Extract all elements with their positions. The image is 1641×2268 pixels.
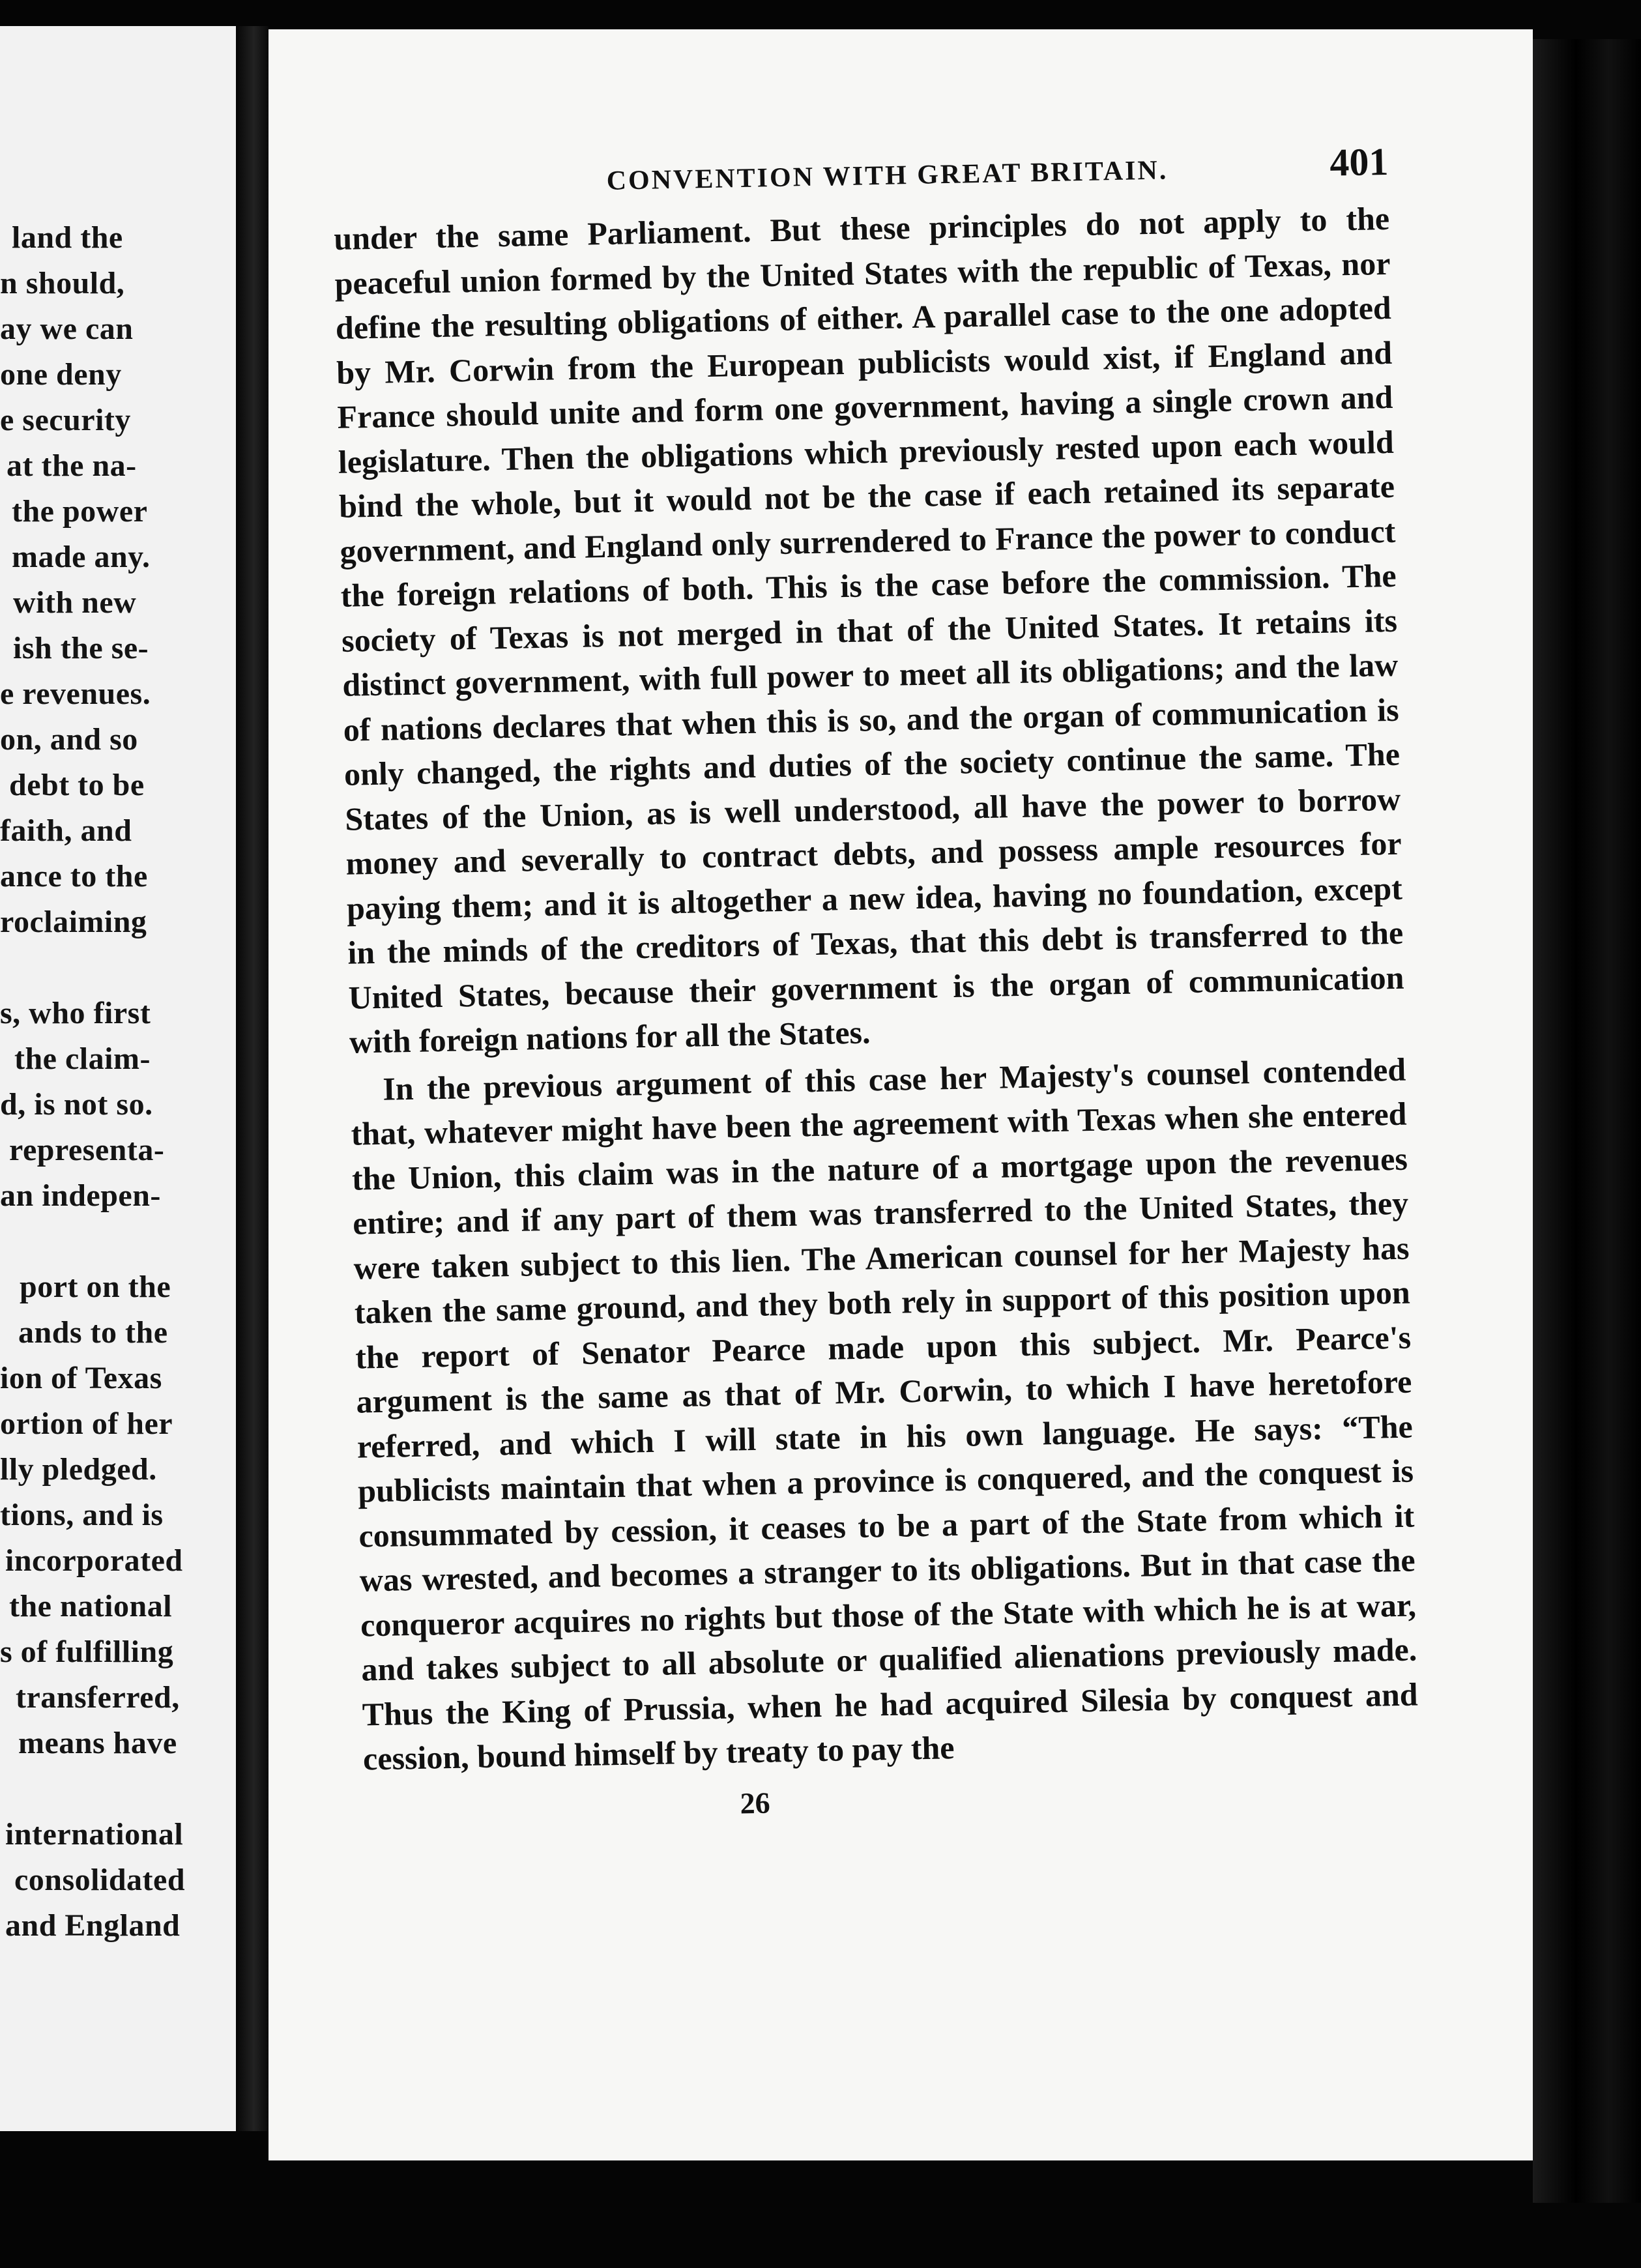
left-page-line bbox=[0, 1219, 185, 1264]
left-page-line bbox=[0, 1766, 185, 1812]
running-head bbox=[332, 139, 1389, 205]
left-page-line: n should, bbox=[0, 266, 125, 300]
right-page bbox=[269, 29, 1533, 2160]
book-gutter bbox=[236, 26, 269, 2131]
left-page-line: ortion of her bbox=[0, 1406, 173, 1441]
left-page-line: port on the bbox=[20, 1270, 171, 1304]
left-page-line: ion of Texas bbox=[0, 1361, 162, 1395]
left-page-line: faith, and bbox=[0, 813, 132, 848]
left-page-line: ands to the bbox=[18, 1315, 168, 1350]
paragraph: In the previous argument of this case her Majesty's counsel contended that, whatever might have been the agreement with Texas when she entered the Union, this claim was in the nature of a mortgage upon the revenues entire; and if any part of them was transferred to the United States, they were taken subject to this lien. The American counsel for her Majesty has taken the same ground, and they both rely in support of this position upon the report of Senator Pearce made upon this subject. Mr. Pearce's argument is the same as that of Mr. Corwin, to which I have heretofore referred, and which I will state in his own language. He says: “The publicists maintain that when a province is conquered, and the conquest is consummated by cession, it ceases to be a part of the State from which it was wrested, and becomes a stranger to its obligations. But in that case the conqueror acquires no rights but those of the State with which he is at war, and takes subject to all absolute or qualified alienations previously made. Thus the King of Prussia, when he had acquired Silesia by conquest and cession, bound himself by treaty to pay the bbox=[351, 1051, 1419, 1777]
left-page bbox=[0, 26, 236, 2131]
left-page-line: tions, and is bbox=[0, 1498, 164, 1532]
paragraph: under the same Parliament. But these principles do not apply to the peaceful union formed by the United States with the republic of Texas, nor define the resulting obligations of either. A parallel case to the one adopted by Mr. Corwin from the European publicists would xist, if England and France should unite and form one government, having a single crown and legislature. Then the obligations which previously rested upon each would bind the whole, but it would not be the case if each retained its separate government, and England only surrendered to France the power to conduct the foreign relations of both. This is the case before the commission. The society of Texas is not merged in that of the United States. It retains its distinct government, with full power to meet all its obligations; and the law of nations declares that when this is so, and the organ of communication is only changed, the rights and duties of the society continue the same. The States of the Union, as is well understood, all have the power to borrow money and severally to contract debts, and possess ample resources for paying them; and it is altogether a new idea, having no foundation, except in the minds of the creditors of Texas, that this debt is transferred to the United States, because their government is the organ of communication with foreign nations for all the States. bbox=[333, 199, 1404, 1060]
left-page-line: e revenues. bbox=[0, 676, 151, 711]
left-page-line: s of fulfilling bbox=[0, 1635, 174, 1669]
left-page-line: d, is not so. bbox=[0, 1087, 153, 1122]
left-page-line: the national bbox=[9, 1589, 173, 1623]
left-page-line: on, and so bbox=[0, 722, 138, 757]
page-number: 401 bbox=[1329, 139, 1389, 184]
left-page-line: ish the se- bbox=[13, 631, 149, 665]
left-page-line: made any. bbox=[12, 540, 151, 574]
page-body bbox=[332, 139, 1420, 1827]
left-page-line bbox=[0, 945, 185, 991]
left-page-line: lly pledged. bbox=[0, 1452, 157, 1487]
running-title: CONVENTION WITH GREAT BRITAIN. bbox=[606, 155, 1169, 196]
left-page-line: ay we can bbox=[0, 312, 134, 346]
left-page-line: e security bbox=[0, 403, 131, 437]
left-page-line: debt to be bbox=[9, 768, 145, 802]
left-page-line: with new bbox=[13, 585, 137, 620]
left-page-line: and England bbox=[5, 1908, 181, 1943]
left-page-text bbox=[0, 215, 185, 1949]
left-page-line: transferred, bbox=[16, 1680, 180, 1715]
left-page-line: incorporated bbox=[5, 1543, 183, 1578]
signature-mark: 26 bbox=[740, 1786, 771, 1820]
page-edge-shadow bbox=[1533, 39, 1641, 2203]
left-page-line: one deny bbox=[0, 357, 122, 392]
left-page-line: land the bbox=[12, 220, 123, 255]
left-page-line: the claim- bbox=[14, 1041, 151, 1076]
left-page-line: means have bbox=[18, 1726, 177, 1760]
left-page-line: roclaiming bbox=[0, 905, 147, 939]
left-page-line: an indepen- bbox=[0, 1178, 161, 1213]
left-page-line: the power bbox=[12, 494, 148, 529]
left-page-line: s, who first bbox=[0, 996, 151, 1030]
left-page-line: at the na- bbox=[7, 448, 137, 483]
left-page-line: ance to the bbox=[0, 859, 148, 894]
left-page-line: international bbox=[5, 1817, 184, 1852]
left-page-line: consolidated bbox=[14, 1863, 186, 1897]
left-page-line: representa- bbox=[9, 1133, 165, 1167]
